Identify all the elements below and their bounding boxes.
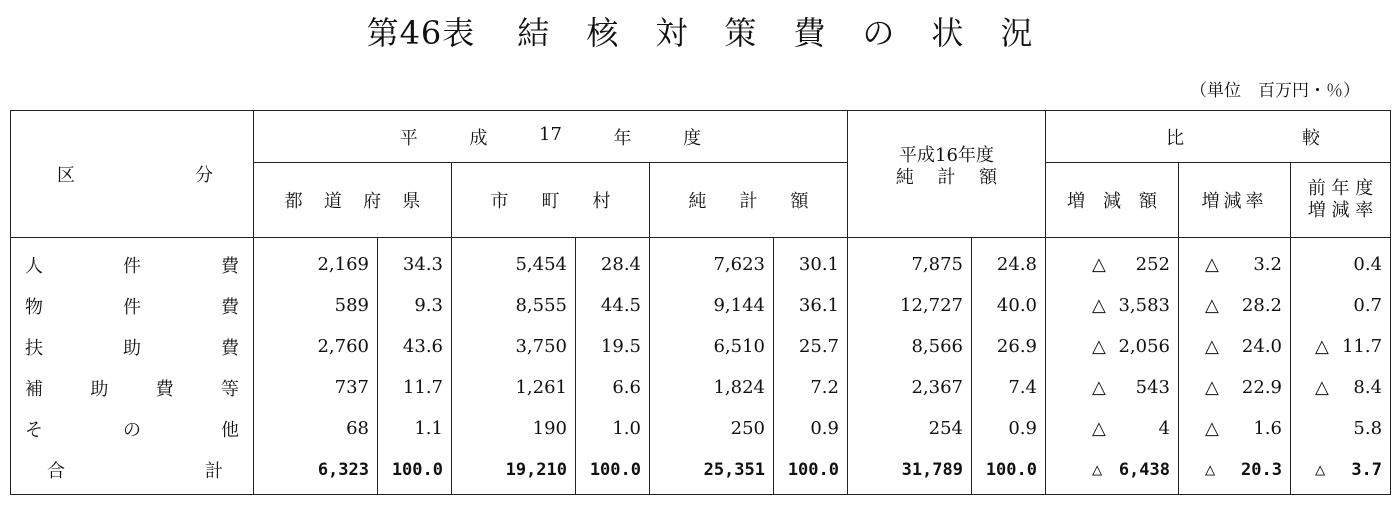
cell-h16-pct: 0.9 xyxy=(972,408,1046,449)
cell-net-pct: 7.2 xyxy=(774,367,848,408)
cell-muni: 3,750 xyxy=(452,326,576,367)
cell-pref-pct: 100.0 xyxy=(378,449,452,495)
cell-h16-pct: 26.9 xyxy=(972,326,1046,367)
cell-h16: 2,367 xyxy=(848,367,972,408)
cell-prev: △ 11.7 xyxy=(1291,326,1391,367)
cell-h16-pct: 40.0 xyxy=(972,285,1046,326)
cell-h16: 7,875 xyxy=(848,238,972,286)
header-municipal: 市 町 村 xyxy=(452,163,650,238)
cell-pref-pct: 34.3 xyxy=(378,238,452,286)
cell-pref-pct: 9.3 xyxy=(378,285,452,326)
cell-prev: 0.4 xyxy=(1291,238,1391,286)
cell-h16-pct: 100.0 xyxy=(972,449,1046,495)
cell-h16: 8,566 xyxy=(848,326,972,367)
cell-rate: △ 28.2 xyxy=(1179,285,1291,326)
header-comparison: 比 較 xyxy=(1046,111,1391,163)
cell-prev: 5.8 xyxy=(1291,408,1391,449)
header-h16: 平成16年度 純 計 額 xyxy=(848,111,1046,238)
cell-net: 6,510 xyxy=(650,326,774,367)
cell-pref: 68 xyxy=(254,408,378,449)
cell-muni-pct: 28.4 xyxy=(576,238,650,286)
header-h17: 平 成 17 年 度 xyxy=(254,111,848,163)
cell-rate: △ 22.9 xyxy=(1179,367,1291,408)
table-row xyxy=(11,326,1391,367)
header-prev-rate: 前 年 度 増 減 率 xyxy=(1291,163,1391,238)
cell-diff: △ 543 xyxy=(1046,367,1179,408)
cell-prev: △ 8.4 xyxy=(1291,367,1391,408)
cell-h16: 31,789 xyxy=(848,449,972,495)
cell-h16-pct: 7.4 xyxy=(972,367,1046,408)
cell-net: 1,824 xyxy=(650,367,774,408)
cell-h16-pct: 24.8 xyxy=(972,238,1046,286)
cell-muni-pct: 6.6 xyxy=(576,367,650,408)
cell-net-pct: 100.0 xyxy=(774,449,848,495)
table-body xyxy=(11,238,1391,495)
table-row xyxy=(11,408,1391,449)
page-title: 第46表 結 核 対 策 費 の 状 況 xyxy=(0,8,1400,54)
table-row xyxy=(11,367,1391,408)
total-row xyxy=(11,449,1391,495)
cell-pref: 2,169 xyxy=(254,238,378,286)
cell-net: 250 xyxy=(650,408,774,449)
cell-diff: △ 252 xyxy=(1046,238,1179,286)
cell-pref-pct: 11.7 xyxy=(378,367,452,408)
cell-pref: 737 xyxy=(254,367,378,408)
cell-muni-pct: 44.5 xyxy=(576,285,650,326)
cell-muni: 1,261 xyxy=(452,367,576,408)
cell-rate: △ 3.2 xyxy=(1179,238,1291,286)
row-label: 補 助 費 等 xyxy=(11,367,254,408)
cell-muni: 8,555 xyxy=(452,285,576,326)
cell-h16: 254 xyxy=(848,408,972,449)
header-prefecture: 都 道 府 県 xyxy=(254,163,452,238)
tuberculosis-cost-table xyxy=(10,110,1391,495)
cell-muni-pct: 19.5 xyxy=(576,326,650,367)
title-prefix: 第46表 xyxy=(366,14,476,52)
header-category: 区 分 xyxy=(11,111,254,238)
cell-pref: 589 xyxy=(254,285,378,326)
cell-muni: 5,454 xyxy=(452,238,576,286)
cell-pref-pct: 43.6 xyxy=(378,326,452,367)
cell-pref: 2,760 xyxy=(254,326,378,367)
row-label: 物 件 費 xyxy=(11,285,254,326)
header-net: 純 計 額 xyxy=(650,163,848,238)
cell-diff: △ 6,438 xyxy=(1046,449,1179,495)
header-diff-amount: 増 減 額 xyxy=(1046,163,1179,238)
cell-rate: △ 20.3 xyxy=(1179,449,1291,495)
unit-note: （単位 百万円・％） xyxy=(1190,81,1360,101)
cell-pref: 6,323 xyxy=(254,449,378,495)
cell-muni-pct: 100.0 xyxy=(576,449,650,495)
cell-diff: △ 4 xyxy=(1046,408,1179,449)
row-label: 合 計 xyxy=(11,449,254,495)
cell-net: 9,144 xyxy=(650,285,774,326)
cell-rate: △ 24.0 xyxy=(1179,326,1291,367)
cell-net-pct: 0.9 xyxy=(774,408,848,449)
cell-prev: △ 3.7 xyxy=(1291,449,1391,495)
cell-muni: 19,210 xyxy=(452,449,576,495)
table-row xyxy=(11,238,1391,286)
cell-h16: 12,727 xyxy=(848,285,972,326)
cell-muni: 190 xyxy=(452,408,576,449)
cell-rate: △ 1.6 xyxy=(1179,408,1291,449)
cell-diff: △ 3,583 xyxy=(1046,285,1179,326)
row-label: 扶 助 費 xyxy=(11,326,254,367)
table-row xyxy=(11,285,1391,326)
cell-muni-pct: 1.0 xyxy=(576,408,650,449)
row-label: 人 件 費 xyxy=(11,238,254,286)
cell-prev: 0.7 xyxy=(1291,285,1391,326)
cell-diff: △ 2,056 xyxy=(1046,326,1179,367)
cell-net-pct: 25.7 xyxy=(774,326,848,367)
cell-net-pct: 36.1 xyxy=(774,285,848,326)
cell-net: 25,351 xyxy=(650,449,774,495)
header-diff-rate: 増減率 xyxy=(1179,163,1291,238)
cell-net-pct: 30.1 xyxy=(774,238,848,286)
row-label: そ の 他 xyxy=(11,408,254,449)
cell-net: 7,623 xyxy=(650,238,774,286)
cell-pref-pct: 1.1 xyxy=(378,408,452,449)
